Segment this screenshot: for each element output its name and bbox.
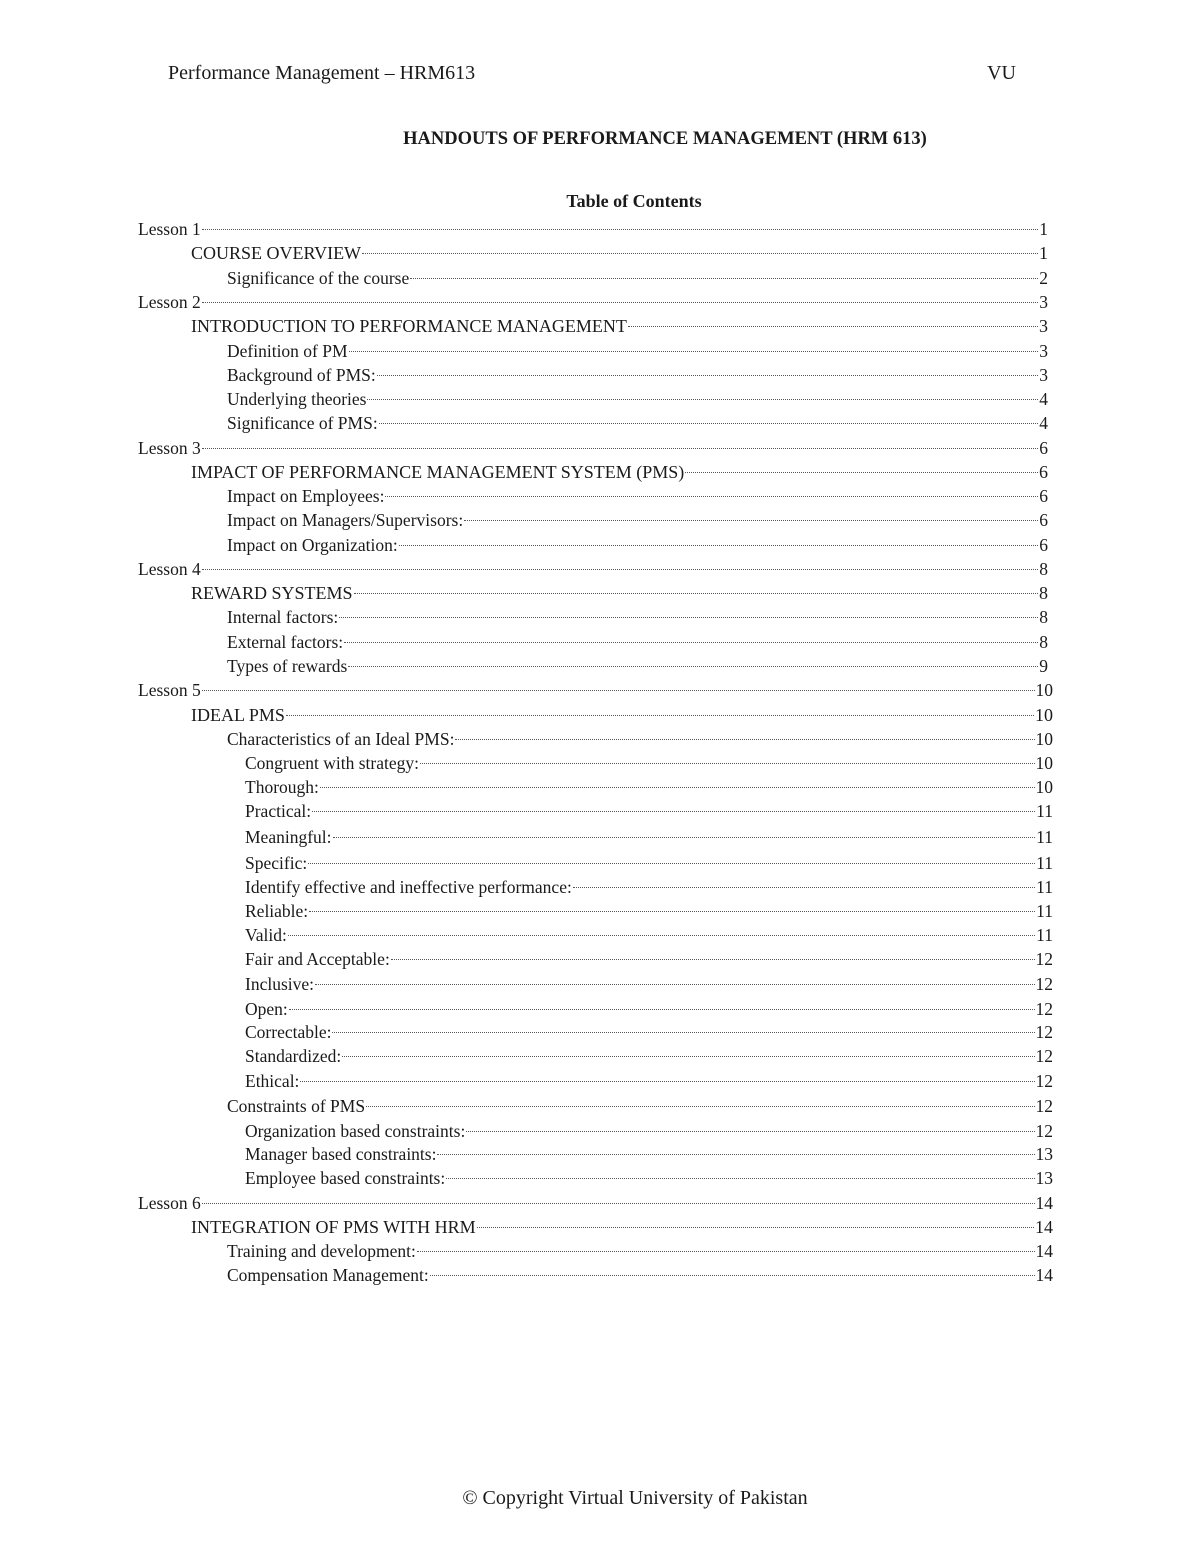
toc-entry-label: Practical: xyxy=(245,801,312,821)
toc-entry-page-number: 4 xyxy=(1039,389,1048,409)
toc-entry-label: Fair and Acceptable: xyxy=(245,949,390,969)
dot-leader xyxy=(354,593,1038,594)
toc-entry[interactable] xyxy=(245,1166,1053,1190)
dot-leader xyxy=(315,984,1034,985)
toc-entry[interactable] xyxy=(245,1020,1053,1044)
dot-leader xyxy=(202,690,1035,691)
dot-leader xyxy=(430,1275,1035,1276)
toc-entry[interactable] xyxy=(245,923,1053,947)
toc-entry-page-number: 11 xyxy=(1036,877,1053,897)
toc-entry-page-number: 13 xyxy=(1035,1144,1053,1164)
toc-entry-page-number: 8 xyxy=(1039,559,1048,579)
dot-leader xyxy=(342,1056,1034,1057)
toc-entry-label: Identify effective and ineffective performance: xyxy=(245,877,572,897)
dot-leader xyxy=(437,1154,1034,1155)
dot-leader xyxy=(349,351,1039,352)
toc-entry[interactable] xyxy=(138,557,1048,581)
toc-entry-label: Specific: xyxy=(245,853,308,873)
toc-entry-label: Significance of PMS: xyxy=(227,413,378,433)
dot-leader xyxy=(464,520,1038,521)
toc-entry[interactable] xyxy=(191,460,1048,484)
toc-entry-label: Types of rewards xyxy=(227,656,348,676)
dot-leader xyxy=(202,229,1039,230)
toc-entry-label: Constraints of PMS xyxy=(227,1096,366,1116)
toc-entry-label: Ethical: xyxy=(245,1071,300,1091)
toc-entry-label: Internal factors: xyxy=(227,607,339,627)
toc-entry-label: Valid: xyxy=(245,925,287,945)
dot-leader xyxy=(466,1131,1034,1132)
toc-entry-page-number: 14 xyxy=(1035,1217,1053,1237)
copyright-footer: © Copyright Virtual University of Pakistan xyxy=(462,1487,808,1509)
toc-entry-label: Reliable: xyxy=(245,901,309,921)
toc-entry-label: Lesson 5 xyxy=(138,680,201,700)
dot-leader xyxy=(379,423,1039,424)
toc-entry-page-number: 13 xyxy=(1035,1168,1053,1188)
toc-entry-page-number: 6 xyxy=(1039,510,1048,530)
dot-leader xyxy=(366,1106,1034,1107)
toc-entry[interactable] xyxy=(227,339,1048,363)
toc-entry-page-number: 3 xyxy=(1039,292,1048,312)
dot-leader xyxy=(573,887,1035,888)
toc-heading: Table of Contents xyxy=(566,191,702,211)
toc-entry[interactable] xyxy=(227,533,1048,557)
dot-leader xyxy=(312,811,1035,812)
toc-entry[interactable] xyxy=(245,751,1053,775)
dot-leader xyxy=(685,472,1038,473)
dot-leader xyxy=(628,326,1038,327)
toc-entry[interactable] xyxy=(227,1239,1053,1263)
toc-entry-page-number: 10 xyxy=(1035,705,1053,725)
dot-leader xyxy=(202,1203,1035,1204)
dot-leader xyxy=(399,545,1039,546)
toc-entry-page-number: 8 xyxy=(1039,632,1048,652)
dot-leader xyxy=(477,1227,1034,1228)
toc-entry[interactable] xyxy=(245,1119,1053,1143)
toc-entry-page-number: 4 xyxy=(1039,413,1048,433)
toc-entry-page-number: 12 xyxy=(1035,1071,1053,1091)
dot-leader xyxy=(300,1081,1034,1082)
toc-entry[interactable] xyxy=(138,1191,1053,1215)
toc-entry-page-number: 6 xyxy=(1039,438,1048,458)
toc-entry[interactable] xyxy=(191,1215,1053,1239)
toc-entry-label: COURSE OVERVIEW xyxy=(191,243,362,263)
toc-entry-label: Organization based constraints: xyxy=(245,1121,466,1141)
dot-leader xyxy=(309,911,1035,912)
toc-entry-label: Meaningful: xyxy=(245,827,332,847)
toc-entry-page-number: 9 xyxy=(1039,656,1048,676)
toc-entry[interactable] xyxy=(227,654,1048,678)
toc-entry-page-number: 12 xyxy=(1035,1046,1053,1066)
dot-leader xyxy=(344,642,1038,643)
toc-entry[interactable] xyxy=(191,314,1048,338)
toc-entry-page-number: 10 xyxy=(1035,777,1053,797)
toc-entry-label: Characteristics of an Ideal PMS: xyxy=(227,729,455,749)
toc-entry-page-number: 11 xyxy=(1036,853,1053,873)
toc-entry[interactable] xyxy=(245,972,1053,996)
toc-entry-page-number: 6 xyxy=(1039,462,1048,482)
toc-entry-label: Employee based constraints: xyxy=(245,1168,446,1188)
toc-entry-label: INTRODUCTION TO PERFORMANCE MANAGEMENT xyxy=(191,316,627,336)
toc-entry-page-number: 12 xyxy=(1035,1022,1053,1042)
toc-entry[interactable] xyxy=(227,484,1048,508)
toc-entry-page-number: 14 xyxy=(1035,1265,1053,1285)
toc-entry-page-number: 12 xyxy=(1035,999,1053,1019)
toc-entry[interactable] xyxy=(227,605,1048,629)
toc-entry[interactable] xyxy=(227,1094,1053,1118)
toc-entry-page-number: 14 xyxy=(1035,1193,1053,1213)
toc-entry-page-number: 11 xyxy=(1036,901,1053,921)
toc-entry-label: Inclusive: xyxy=(245,974,315,994)
toc-entry-label: Congruent with strategy: xyxy=(245,753,420,773)
running-header xyxy=(168,60,1016,86)
toc-entry-page-number: 11 xyxy=(1036,827,1053,847)
toc-entry-label: INTEGRATION OF PMS WITH HRM xyxy=(191,1217,476,1237)
dot-leader xyxy=(339,617,1038,618)
document-title: HANDOUTS OF PERFORMANCE MANAGEMENT (HRM 613) xyxy=(403,129,927,149)
toc-entry-label: IDEAL PMS xyxy=(191,705,285,725)
toc-entry-label: External factors: xyxy=(227,632,344,652)
toc-entry[interactable] xyxy=(245,851,1053,875)
toc-entry-label: Training and development: xyxy=(227,1241,416,1261)
toc-entry[interactable] xyxy=(227,630,1048,654)
toc-entry-page-number: 11 xyxy=(1036,801,1053,821)
toc-entry-page-number: 3 xyxy=(1039,341,1048,361)
toc-entry[interactable] xyxy=(245,1069,1053,1093)
toc-entry-label: Lesson 6 xyxy=(138,1193,201,1213)
dot-leader xyxy=(202,448,1039,449)
toc-entry-page-number: 3 xyxy=(1039,316,1048,336)
dot-leader xyxy=(289,1009,1035,1010)
dot-leader xyxy=(362,253,1038,254)
toc-entry-page-number: 12 xyxy=(1035,1096,1053,1116)
toc-entry[interactable] xyxy=(245,825,1053,849)
toc-entry-label: Open: xyxy=(245,999,288,1019)
toc-entry-label: Manager based constraints: xyxy=(245,1144,437,1164)
toc-entry-page-number: 8 xyxy=(1039,607,1048,627)
toc-entry[interactable] xyxy=(191,241,1048,265)
dot-leader xyxy=(385,496,1038,497)
toc-entry-label: Lesson 4 xyxy=(138,559,201,579)
toc-entry-page-number: 12 xyxy=(1035,974,1053,994)
dot-leader xyxy=(286,715,1034,716)
dot-leader xyxy=(446,1178,1034,1179)
toc-entry[interactable] xyxy=(191,703,1053,727)
toc-entry-page-number: 3 xyxy=(1039,365,1048,385)
toc-entry-page-number: 14 xyxy=(1035,1241,1053,1261)
toc-entry[interactable] xyxy=(191,581,1048,605)
toc-entry[interactable] xyxy=(227,508,1048,532)
toc-entry-label: Impact on Managers/Supervisors: xyxy=(227,510,464,530)
toc-entry[interactable] xyxy=(245,947,1053,971)
dot-leader xyxy=(320,787,1035,788)
toc-entry[interactable] xyxy=(245,799,1053,823)
toc-entry[interactable] xyxy=(138,290,1048,314)
header-institution-code: VU xyxy=(987,62,1016,84)
toc-entry-page-number: 1 xyxy=(1039,243,1048,263)
toc-entry[interactable] xyxy=(245,1044,1053,1068)
toc-entry-page-number: 11 xyxy=(1036,925,1053,945)
toc-entry-label: Lesson 1 xyxy=(138,219,201,239)
toc-entry-label: Compensation Management: xyxy=(227,1265,429,1285)
toc-entry-page-number: 8 xyxy=(1039,583,1048,603)
dot-leader xyxy=(332,1032,1034,1033)
dot-leader xyxy=(410,278,1038,279)
toc-entry-page-number: 6 xyxy=(1039,535,1048,555)
toc-entry[interactable] xyxy=(227,1263,1053,1287)
toc-entry-label: Significance of the course xyxy=(227,268,410,288)
toc-entry-label: Correctable: xyxy=(245,1022,332,1042)
toc-entry-label: Thorough: xyxy=(245,777,319,797)
toc-entry[interactable] xyxy=(138,217,1048,241)
toc-entry-label: Impact on Organization: xyxy=(227,535,398,555)
toc-entry-label: Lesson 2 xyxy=(138,292,201,312)
toc-entry-label: Underlying theories xyxy=(227,389,367,409)
toc-entry-label: Impact on Employees: xyxy=(227,486,385,506)
toc-entry[interactable] xyxy=(138,678,1053,702)
toc-entry-label: Lesson 3 xyxy=(138,438,201,458)
toc-entry-label: REWARD SYSTEMS xyxy=(191,583,353,603)
toc-entry-page-number: 10 xyxy=(1035,680,1053,700)
dot-leader xyxy=(308,863,1035,864)
toc-entry[interactable] xyxy=(227,727,1053,751)
dot-leader xyxy=(348,666,1038,667)
toc-entry-page-number: 10 xyxy=(1035,753,1053,773)
toc-entry[interactable] xyxy=(245,899,1053,923)
toc-entry[interactable] xyxy=(245,997,1053,1021)
dot-leader xyxy=(420,763,1034,764)
toc-entry[interactable] xyxy=(227,266,1048,290)
dot-leader xyxy=(391,959,1035,960)
toc-entry[interactable] xyxy=(227,363,1048,387)
header-course-title: Performance Management – HRM613 xyxy=(168,62,476,84)
toc-entry-page-number: 12 xyxy=(1035,1121,1053,1141)
toc-entry[interactable] xyxy=(227,387,1048,411)
toc-entry-label: IMPACT OF PERFORMANCE MANAGEMENT SYSTEM (PMS) xyxy=(191,462,685,482)
toc-entry-page-number: 6 xyxy=(1039,486,1048,506)
toc-entry[interactable] xyxy=(138,436,1048,460)
toc-entry[interactable] xyxy=(245,775,1053,799)
dot-leader xyxy=(367,399,1038,400)
toc-entry[interactable] xyxy=(227,411,1048,435)
toc-entry-page-number: 12 xyxy=(1035,949,1053,969)
dot-leader xyxy=(288,935,1035,936)
dot-leader xyxy=(202,302,1039,303)
dot-leader xyxy=(455,739,1034,740)
toc-entry-label: Definition of PM xyxy=(227,341,348,361)
toc-entry-label: Background of PMS: xyxy=(227,365,376,385)
toc-entry[interactable] xyxy=(245,1142,1053,1166)
dot-leader xyxy=(202,569,1039,570)
dot-leader xyxy=(333,837,1036,838)
toc-entry-page-number: 2 xyxy=(1039,268,1048,288)
toc-entry[interactable] xyxy=(245,875,1053,899)
toc-entry-page-number: 10 xyxy=(1035,729,1053,749)
toc-entry-page-number: 1 xyxy=(1039,219,1048,239)
dot-leader xyxy=(417,1251,1035,1252)
dot-leader xyxy=(377,375,1039,376)
toc-entry-label: Standardized: xyxy=(245,1046,342,1066)
